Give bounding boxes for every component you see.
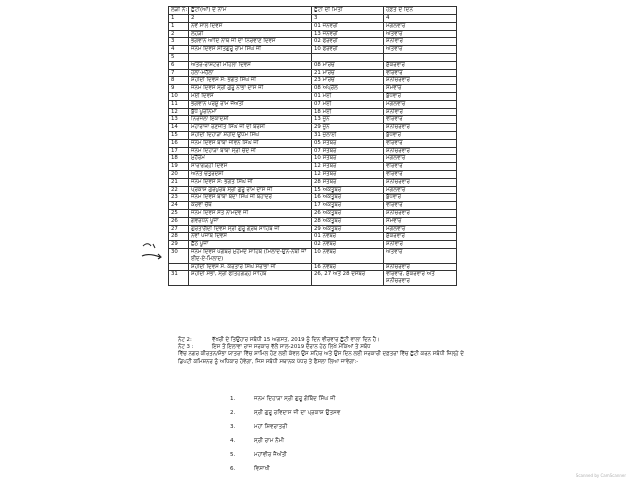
- row-holiday-name: ਸ਼ਹੀਦੀ ਦਿਵਸ ਸ: ਭਗਤ ਸਿੰਘ ਜੀ: [189, 77, 312, 85]
- table-row: [169, 186, 457, 194]
- list-item: [230, 452, 430, 466]
- row-holiday-name: ਛੱਠ ਪੂਜਾ: [189, 241, 312, 249]
- list-item-text: ਮਹਾਂ ਸ਼ਿਵਰਾਤਰੀ: [254, 424, 288, 430]
- header-serial: ਲੜੀ ਨੰ:: [169, 7, 189, 15]
- table-row: [169, 61, 457, 69]
- table-row: [169, 248, 457, 263]
- table-row: [169, 116, 457, 124]
- row-holiday-date: 01 ਮਈ: [312, 92, 384, 100]
- row-weekday: ਸ਼ਨੀਚਰਵਾਰ: [384, 263, 457, 271]
- row-weekday: ਵੀਰਵਾਰ: [384, 202, 457, 210]
- row-serial: 7: [169, 69, 189, 77]
- row-weekday: ਐਤਵਾਰ: [384, 248, 457, 263]
- row-holiday-name: ਅਨੰਤ ਚਤੁਰਦਸ਼ੀ: [189, 170, 312, 178]
- list-item-text: ਸ੍ਰੀ ਗੁਰੂ ਰਵਿਦਾਸ ਜੀ ਦਾ ਪ੍ਰਕਾਸ਼ ਉਤਸਵ: [254, 410, 341, 416]
- note-2-text: ਵੱਖਰੀ ਦੇ ਤਿਉਹਾਰ ਸਬੰਧੀ 15 ਅਗਸਤ, 2019 ਨੂੰ ਦਿਨ ਵੀਰਵਾਰ ਛੁੱਟੀ ਵਾਲਾ ਦਿਨ ਹੈ।: [212, 337, 380, 343]
- row-serial: 18: [169, 155, 189, 163]
- row-holiday-date: 16 ਨਵੰਬਰ: [312, 263, 384, 271]
- table-row: [169, 263, 457, 271]
- row-holiday-date: 23 ਮਾਰਚ: [312, 77, 384, 85]
- list-item-text: ਜਨਮ ਦਿਹਾੜਾ ਸ੍ਰੀ ਗੁਰੂ ਗੋਬਿੰਦ ਸਿੰਘ ਜੀ: [254, 396, 336, 402]
- row-holiday-date: 05 ਸਤੰਬਰ: [312, 139, 384, 147]
- row-holiday-date: 18 ਮਈ: [312, 108, 384, 116]
- row-holiday-name: ਅੰਤਰ-ਰਾਸ਼ਟਰੀ ਮਹਿਲਾ ਦਿਵਸ: [189, 61, 312, 69]
- row-holiday-date: 08 ਮਾਰਚ: [312, 61, 384, 69]
- note-3-label: ਨੋਟ 3 :: [178, 344, 194, 351]
- row-serial: 31: [169, 271, 189, 286]
- row-serial: 21: [169, 178, 189, 186]
- row-holiday-date: 12 ਸਤੰਬਰ: [312, 163, 384, 171]
- table-row: [169, 100, 457, 108]
- row-holiday-name: ਬੁੱਧ ਪੂਰਨਿਮਾ: [189, 108, 312, 116]
- list-item-text: ਵਿਸਾਖੀ: [254, 466, 270, 472]
- table-row: [169, 241, 457, 249]
- row-serial: 25: [169, 209, 189, 217]
- row-holiday-name: [189, 53, 312, 61]
- row-holiday-date: 10 ਸਤੰਬਰ: [312, 155, 384, 163]
- row-serial: 12: [169, 108, 189, 116]
- note-3-text: ਇਸ ਤੋਂ ਇਲਾਵਾ ਰਾਜ ਸਰਕਾਰ ਵੱਲੋਂ ਸਾਲ-2019 ਦੌਰਾਨ ਹੇਠ ਲਿਖੇ ਮੌਕਿਆਂ ਤੇ ਸਬੰਧ: [212, 344, 371, 351]
- table-row: [169, 155, 457, 163]
- row-holiday-name: ਸ਼ਹੀਦੀ ਦਿਵਸ ਸ. ਕਰਤਾਰ ਸਿੰਘ ਸਰਾਭਾ ਜੀ: [189, 263, 312, 271]
- row-weekday: ਵੀਰਵਾਰ: [384, 69, 457, 77]
- row-holiday-name: ਜਨਮ ਦਿਹਾੜਾ ਬਾਬਾ ਸ੍ਰੀ ਚੰਦ ਜੀ: [189, 147, 312, 155]
- row-holiday-date: 28 ਅਕਤੂਬਰ: [312, 217, 384, 225]
- row-holiday-name: ਮਈ ਦਿਵਸ: [189, 92, 312, 100]
- table-row: [169, 209, 457, 217]
- row-holiday-date: 16 ਅਕਤੂਬਰ: [312, 194, 384, 202]
- list-item: [230, 396, 430, 410]
- row-serial: 28: [169, 233, 189, 241]
- row-holiday-date: 28 ਸਤੰਬਰ: [312, 178, 384, 186]
- table-row: [169, 139, 457, 147]
- row-holiday-date: 31 ਜੁਲਾਈ: [312, 131, 384, 139]
- row-holiday-name: ਨਵੇਂ ਸਾਲ ਦਿਵਸ: [189, 22, 312, 30]
- row-serial: 10: [169, 92, 189, 100]
- row-holiday-date: 29 ਜੂਨ: [312, 124, 384, 132]
- row-serial: [169, 263, 189, 271]
- row-weekday: ਮੰਗਲਵਾਰ: [384, 100, 457, 108]
- row-serial: 20: [169, 170, 189, 178]
- row-serial: 4: [169, 46, 189, 54]
- row-serial: 16: [169, 139, 189, 147]
- list-item-text: ਮਹਾਂਵੀਰ ਜੈਅੰਤੀ: [254, 452, 287, 458]
- note-2-label: ਨੋਟ 2:: [178, 337, 192, 343]
- row-weekday: ਸ਼ਨੀਚਰਵਾਰ: [384, 209, 457, 217]
- row-holiday-date: 13 ਜਨਵਰੀ: [312, 30, 384, 38]
- row-weekday: ਸ਼ਨੀਚਰਵਾਰ: [384, 178, 457, 186]
- row-holiday-date: 02 ਨਵੰਬਰ: [312, 241, 384, 249]
- row-weekday: ਸ਼ਨੀਵਾਰ: [384, 108, 457, 116]
- row-holiday-date: 02 ਫਰਵਰੀ: [312, 38, 384, 46]
- row-weekday: ਮੰਗਲਵਾਰ: [384, 225, 457, 233]
- row-weekday: ਮੰਗਲਵਾਰ: [384, 186, 457, 194]
- header-holiday-date: ਛੁੱਟੀ ਦੀ ਮਿਤੀ: [312, 7, 384, 15]
- row-weekday: ਵੀਰਵਾਰ: [384, 139, 457, 147]
- row-holiday-date: 13 ਜੂਨ: [312, 116, 384, 124]
- row-weekday: ਵੀਰਵਾਰ, ਸ਼ੁੱਕਰਵਾਰ ਅਤੇ ਸ਼ਨੀਚਰਵਾਰ: [384, 271, 457, 286]
- row-holiday-name: ਸਾਰਾਗੜ੍ਹੀ ਦਿਵਸ: [189, 163, 312, 171]
- row-weekday: ਸ਼ਨੀਚਰਵਾਰ: [384, 124, 457, 132]
- row-serial: 27: [169, 225, 189, 233]
- row-holiday-name: ਕਰਵਾ ਚੌਥ: [189, 202, 312, 210]
- row-serial: 6: [169, 61, 189, 69]
- row-holiday-name: ਜਨਮ ਦਿਵਸ ਬਾਬਾ ਜੀਵਨ ਸਿੰਘ ਜੀ: [189, 139, 312, 147]
- row-holiday-name: ਭਗਵਾਨ ਆਦਿ ਨਾਥ ਜੀ ਦਾ ਨਿਰਵਾਣ ਦਿਵਸ: [189, 38, 312, 46]
- row-holiday-date: 21 ਮਾਰਚ: [312, 69, 384, 77]
- row-holiday-date: 08 ਅਪ੍ਰੈਲ: [312, 85, 384, 93]
- row-holiday-name: ਹੋਲਾ-ਮਹੱਲਾ: [189, 69, 312, 77]
- table-row: [169, 77, 457, 85]
- table-row: [169, 108, 457, 116]
- row-serial: 8: [169, 77, 189, 85]
- row-weekday: ਵੀਰਵਾਰ: [384, 163, 457, 171]
- table-row: [169, 124, 457, 132]
- row-holiday-name: ਮਹਾਰਾਜਾ ਰਣਜੀਤ ਸਿੰਘ ਜੀ ਦੀ ਬਰਸੀ: [189, 124, 312, 132]
- header-weekday: ਹਫ਼ਤੇ ਦੇ ਦਿਨ: [384, 7, 457, 15]
- row-holiday-date: 07 ਮਈ: [312, 100, 384, 108]
- row-holiday-date: [312, 53, 384, 61]
- row-holiday-date: 10 ਨਵੰਬਰ: [312, 248, 384, 263]
- row-holiday-name: ਮੁਹੱਰਮ: [189, 155, 312, 163]
- row-holiday-date: 07 ਸਤੰਬਰ: [312, 147, 384, 155]
- row-weekday: ਬੁੱਧਵਾਰ: [384, 131, 457, 139]
- list-item: [230, 424, 430, 438]
- list-item-text: ਸ੍ਰੀ ਰਾਮ ਨੌਮੀ: [254, 438, 285, 444]
- row-serial: 13: [169, 116, 189, 124]
- row-holiday-name: ਜਨਮ ਦਿਵਸ ਸ: ਭਗਤ ਸਿੰਘ ਜੀ: [189, 178, 312, 186]
- row-serial: 30: [169, 248, 189, 263]
- row-serial: 26: [169, 217, 189, 225]
- row-holiday-name: ਸ਼ਹੀਦੀ ਦਿਹਾੜਾ ਸ਼ਹੀਦ ਊਧਮ ਸਿੰਘ: [189, 131, 312, 139]
- list-item-number: 1.: [230, 396, 236, 402]
- holiday-table-body: [169, 22, 457, 285]
- row-serial: 9: [169, 85, 189, 93]
- list-item: [230, 410, 430, 424]
- row-holiday-name: ਨਵਾਂ ਪੰਜਾਬ ਦਿਵਸ: [189, 233, 312, 241]
- header-holiday-name: ਛੁੱਟੀ(ਆਂ) ਦੇ ਨਾਮ: [189, 7, 312, 15]
- note-3-paragraph: ਵਿੱਚ ਨਗਰ ਕੀਰਤਨ/ਸ਼ੋਭਾ ਯਾਤਰਾ ਵਿੱਚ ਸ਼ਾਮਿਲ ਹੋਣ ਲਈ ਕੇਵਲ ਉਸ ਸ਼ਹਿਰ ਅਤੇ ਉਸ ਦਿਨ ਲਈ ਸਰਕਾਰੀ ਦਫ਼ਤਰਾਂ ਵਿੱਚ ਛੁੱਟੀ ਕਰਨ ਸਬੰਧੀ ਜ਼ਿਲ੍ਹੇ ਦੇ ਡਿਪਟੀ ਕਮਿਸ਼ਨਰ ਨੂੰ ਅਧਿਕਾਰ ਹੋਵੇਗਾ, ਜਿਸ ਸਬੰਧੀ ਸਥਾਨਕ ਪੱਧਰ ਤੇ ਫੈਸਲਾ ਲਿਆ ਜਾਵੇਗਾ:-: [178, 351, 464, 365]
- row-weekday: ਸੋਮਵਾਰ: [384, 85, 457, 93]
- row-holiday-name: ਲੋਹੜੀ: [189, 30, 312, 38]
- row-weekday: ਸ਼ੁੱਕਰਵਾਰ: [384, 61, 457, 69]
- table-row: [169, 217, 457, 225]
- table-row: [169, 233, 457, 241]
- column-number: 4: [384, 15, 457, 23]
- list-item-number: 2.: [230, 410, 236, 416]
- row-holiday-name: ਭਗਵਾਨ ਪਰਸ਼ੂ ਰਾਮ ਜੈਅੰਤੀ: [189, 100, 312, 108]
- table-row: [169, 194, 457, 202]
- list-item-number: 3.: [230, 424, 236, 430]
- row-holiday-date: 17 ਅਕਤੂਬਰ: [312, 202, 384, 210]
- row-serial: 14: [169, 124, 189, 132]
- table-row: [169, 147, 457, 155]
- row-serial: 1: [169, 22, 189, 30]
- list-item-number: 5.: [230, 452, 236, 458]
- table-row: [169, 30, 457, 38]
- row-holiday-date: 26 ਅਕਤੂਬਰ: [312, 209, 384, 217]
- column-number: 2: [189, 15, 312, 23]
- row-weekday: ਮੰਗਲਵਾਰ: [384, 22, 457, 30]
- row-holiday-name: ਜਨਮ ਦਿਵਸ ਬਾਬਾ ਬੰਦਾ ਸਿੰਘ ਜੀ ਬਹਾਦਰ: [189, 194, 312, 202]
- row-holiday-name: ਗੁਰਤਾਗੱਦੀ ਦਿਵਸ ਸ੍ਰੀ ਗੁਰੂ ਗ੍ਰੰਥ ਸਾਹਿਬ ਜੀ: [189, 225, 312, 233]
- table-row: [169, 271, 457, 286]
- list-item: [230, 438, 430, 452]
- row-serial: 15: [169, 131, 189, 139]
- handwritten-margin-mark: [140, 240, 164, 262]
- table-row: [169, 53, 457, 61]
- row-serial: 19: [169, 163, 189, 171]
- row-serial: 11: [169, 100, 189, 108]
- table-row: [169, 202, 457, 210]
- row-holiday-date: 12 ਸਤੰਬਰ: [312, 170, 384, 178]
- row-holiday-date: 01 ਜਨਵਰੀ: [312, 22, 384, 30]
- row-holiday-name: ਸ਼ਹੀਦੀ ਸਭਾ, ਸ੍ਰੀ ਫਤਿਹਗੜ੍ਹ ਸਾਹਿਬ: [189, 271, 312, 286]
- row-serial: 23: [169, 194, 189, 202]
- row-serial: 29: [169, 241, 189, 249]
- table-row: [169, 92, 457, 100]
- row-weekday: ਸ਼ਨੀਵਾਰ: [384, 38, 457, 46]
- row-weekday: ਬੁੱਧਵਾਰ: [384, 194, 457, 202]
- row-holiday-name: ਜਨਮ ਦਿਵਸ ਸਤਿਗੁਰੂ ਰਾਮ ਸਿੰਘ ਜੀ: [189, 46, 312, 54]
- occasion-list: [230, 396, 430, 480]
- row-weekday: ਮੰਗਲਵਾਰ: [384, 155, 457, 163]
- list-item-number: 4.: [230, 438, 236, 444]
- row-weekday: ਸ਼ਨੀਚਰਵਾਰ: [384, 77, 457, 85]
- table-row: [169, 22, 457, 30]
- table-row: [169, 46, 457, 54]
- row-serial: 5: [169, 53, 189, 61]
- row-serial: 3: [169, 38, 189, 46]
- column-number: 1: [169, 15, 189, 23]
- row-holiday-name: ਗੋਵਰਧਨ ਪੂਜਾ: [189, 217, 312, 225]
- row-weekday: ਐਤਵਾਰ: [384, 30, 457, 38]
- table-row: [169, 38, 457, 46]
- table-row: [169, 178, 457, 186]
- row-holiday-date: 29 ਅਕਤੂਬਰ: [312, 225, 384, 233]
- row-weekday: ਐਤਵਾਰ: [384, 46, 457, 54]
- row-weekday: ਸੋਮਵਾਰ: [384, 217, 457, 225]
- table-row: [169, 85, 457, 93]
- row-weekday: ਸ਼ਨੀਚਰਵਾਰ: [384, 147, 457, 155]
- row-holiday-name: ਜਨਮ ਦਿਵਸ ਸੰਤ ਨਾਮਦੇਵ ਜੀ: [189, 209, 312, 217]
- table-row: [169, 170, 457, 178]
- table-row: [169, 163, 457, 171]
- holiday-table: [168, 6, 457, 286]
- row-holiday-date: 15 ਅਕਤੂਬਰ: [312, 186, 384, 194]
- row-holiday-date: 01 ਨਵੰਬਰ: [312, 233, 384, 241]
- row-holiday-date: 10 ਫਰਵਰੀ: [312, 46, 384, 54]
- row-holiday-date: 26, 27 ਅਤੇ 28 ਦਸੰਬਰ: [312, 271, 384, 286]
- row-holiday-name: ਜਨਮ ਦਿਵਸ ਸ੍ਰੀ ਗੁਰੂ ਨਾਭਾ ਦਾਸ ਜੀ: [189, 85, 312, 93]
- row-weekday: ਵੀਰਵਾਰ: [384, 170, 457, 178]
- row-weekday: ਸ਼ਨੀਵਾਰ: [384, 241, 457, 249]
- row-serial: 2: [169, 30, 189, 38]
- row-holiday-name: ਪ੍ਰਕਾਸ਼ ਗੁਰਪੁਰਬ ਸ੍ਰੀ ਗੁਰੂ ਰਾਮ ਦਾਸ ਜੀ: [189, 186, 312, 194]
- table-row: [169, 225, 457, 233]
- table-header-row: [169, 7, 457, 15]
- row-weekday: ਵੀਰਵਾਰ: [384, 116, 457, 124]
- row-serial: 17: [169, 147, 189, 155]
- table-column-number-row: [169, 15, 457, 23]
- notes-section: [178, 337, 478, 366]
- row-weekday: ਸ਼ੁੱਕਰਵਾਰ: [384, 233, 457, 241]
- row-holiday-name: ਨਿਰਜਲਾ ਇਕਾਦਸ਼ੀ: [189, 116, 312, 124]
- row-serial: 24: [169, 202, 189, 210]
- row-weekday: ਬੁੱਧਵਾਰ: [384, 92, 457, 100]
- row-weekday: [384, 53, 457, 61]
- column-number: 3: [312, 15, 384, 23]
- row-serial: 22: [169, 186, 189, 194]
- scanner-watermark: Scanned by CamScanner: [575, 473, 626, 478]
- table-row: [169, 131, 457, 139]
- list-item-number: 6.: [230, 466, 236, 472]
- table-row: [169, 69, 457, 77]
- row-holiday-name: ਜਨਮ ਦਿਵਸ ਪੈਗੰਬਰ ਮੁਹੰਮਦ ਸਾਹਿਬ (ਮਿਲਾਦ-ਉਨ-ਨਬੀ ਜਾਂ ਈਦ-ਏ-ਮਿਲਾਦ): [189, 248, 312, 263]
- list-item: [230, 466, 430, 480]
